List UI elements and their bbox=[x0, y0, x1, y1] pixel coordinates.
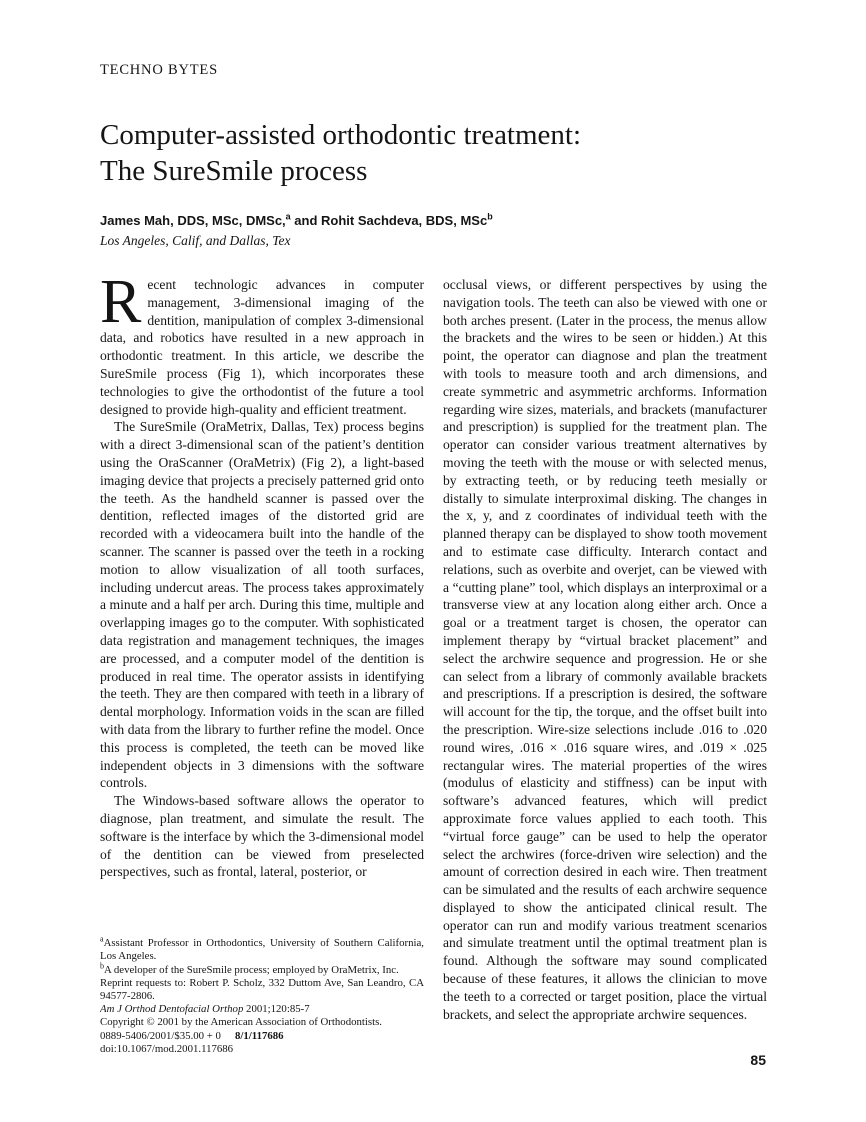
footnote-b-marker: b bbox=[100, 960, 104, 970]
authors-line bbox=[100, 213, 768, 228]
footnote-b bbox=[100, 960, 424, 977]
author-superscript-b: b bbox=[487, 211, 493, 222]
footnote-issn bbox=[100, 1030, 424, 1043]
footnotes bbox=[100, 934, 424, 1056]
article-code: 8/1/117686 bbox=[234, 1029, 284, 1042]
left-column bbox=[100, 276, 424, 1056]
footnote-copyright: Copyright © 2001 by the American Association of Orthodontists. bbox=[100, 1016, 382, 1029]
issn-price: 0889-5406/2001/$35.00 + 0 bbox=[100, 1029, 221, 1042]
title-line-1: Computer-assisted orthodontic treatment: bbox=[100, 119, 582, 151]
paragraph-2: The SureSmile (OraMetrix, Dallas, Tex) process begins with a direct 3-dimensional scan of the patient’s dentition using the OraScanner (OraMetrix) (Fig 2), a light-based imaging device that projects a precisely patterned grid onto the teeth. As the handheld scanner is passed over the dentition, reflected images of the distorted grid are recorded with a videocamera built into the handle of the scanner. The scanner is passed over the teeth in a rocking motion to allow visualization of all tooth surfaces, including undercut areas. The process takes approximately a minute and a half per arch. During this time, multiple and overlapping images go to the computer. With sophisticated data registration and management techniques, the images are processed, and a computer model of the dentition is produced in real time. The operator assists in identifying the teeth. They are then compared with teeth in a library of dental morphology. Information voids in the scan are filled with data from the library to further refine the model. Once this process is completed, the teeth can be moved like independent objects in 3 dimensions with the software controls. bbox=[100, 419, 424, 791]
journal-citation-rest: 2001;120:85-7 bbox=[243, 1003, 310, 1016]
article-title bbox=[100, 117, 768, 189]
article-body bbox=[100, 276, 768, 1056]
paragraph-3: The Windows-based software allows the operator to diagnose, plan treatment, and simulate the result. The software is the interface by which the 3-dimensional model of the dentition can be viewed from preselected perspectives, such as frontal, lateral, posterior, or bbox=[100, 793, 424, 880]
footnote-b-text: A developer of the SureSmile process; employed by OraMetrix, Inc. bbox=[104, 963, 399, 976]
affiliation-line: Los Angeles, Calif, and Dallas, Tex bbox=[100, 233, 291, 248]
footnote-citation bbox=[100, 1003, 424, 1016]
right-column bbox=[443, 276, 767, 1056]
author-name-1: James Mah, DDS, MSc, DMSc, bbox=[100, 213, 286, 228]
author-name-2: and Rohit Sachdeva, BDS, MSc bbox=[290, 213, 488, 228]
author-superscript-a: a bbox=[285, 211, 291, 222]
paragraph-1-text: ecent technologic advances in computer management, 3-dimensional imaging of the dentition, manipulation of complex 3-dimensional data, and robotics have resulted in a new approach in orthodontic treatment. In this article, we describe the SureSmile process (Fig 1), which incorporates these technologies to give the orthodontist of the future a tool designed to provide high-quality and efficient treatment. bbox=[100, 277, 424, 417]
section-label: TECHNO BYTES bbox=[100, 62, 218, 78]
footnote-a bbox=[100, 934, 424, 963]
journal-name: Am J Orthod Dentofacial Orthop bbox=[100, 1003, 244, 1016]
paragraph-4: occlusal views, or different perspectives by using the navigation tools. The teeth can also be viewed with one or both arches present. (Later in the process, the menus allow the brackets and the wires to be seen or hidden.) At this point, the operator can diagnose and plan the treatment with tools to measure tooth and arch dimensions, and create symmetric and asymmetric archforms. Information regarding wire sizes, materials, and brackets (manufacturer and prescription) is supplied for the treatment plan. The operator can consider various treatment alternatives by moving the teeth with the mouse or with selected menus, by extracting teeth, or by reducing teeth mesially or distally to simulate interproximal disking. The changes in the x, y, and z coordinates of individual teeth with the planned therapy can be displayed to show tooth movement and to estimate case difficulty. Interarch contact and relations, such as overbite and overjet, can be viewed with a “cutting plane” tool, which displays an interproximal or a transverse view at any location along either arch. Once a goal or a treatment target is chosen, the operator can implement therapy by “virtual bracket placement” and select the archwire sequence and progression. He or she can select from a library of commonly available brackets and prescriptions. If a prescription is desired, the software will account for the tip, the torque, and the offset built into the prescription. Wire-size selections include .016 to .020 round wires, .016 × .016 square wires, and .019 × .025 rectangular wires. The material properties of the wires (modulus of elasticity and stiffness) can be input with software’s advanced features, which will predict approximate force values applied to each tooth. This “virtual force gauge” can be used to help the operator select the archwires (force-driven wire selection) and the amount of correction desired in each wire. Then treatment can be simulated and the results of each archwire sequence displayed to show the anticipated clinical result. The operator can run and modify various treatment scenarios and simulate treatment until the optimal treatment plan is found. Although the software may sound complicated because of these features, it allows the clinician to move the teeth to a corrected or target position, place the virtual brackets, and select the appropriate archwire sequences. bbox=[443, 277, 767, 1022]
paragraph-1 bbox=[100, 276, 424, 418]
footnote-reprint: Reprint requests to: Robert P. Scholz, 332 Duttom Ave, San Leandro, CA 94577-2806. bbox=[100, 976, 424, 1002]
drop-cap: R bbox=[100, 276, 142, 336]
page-number: 85 bbox=[750, 1052, 766, 1068]
footnote-a-marker: a bbox=[100, 934, 104, 944]
footnote-a-text: Assistant Professor in Orthodontics, University of Southern California, Los Angeles. bbox=[100, 937, 424, 963]
title-line-2: The SureSmile process bbox=[100, 155, 368, 187]
footnote-doi: doi:10.1067/mod.2001.117686 bbox=[100, 1042, 234, 1055]
